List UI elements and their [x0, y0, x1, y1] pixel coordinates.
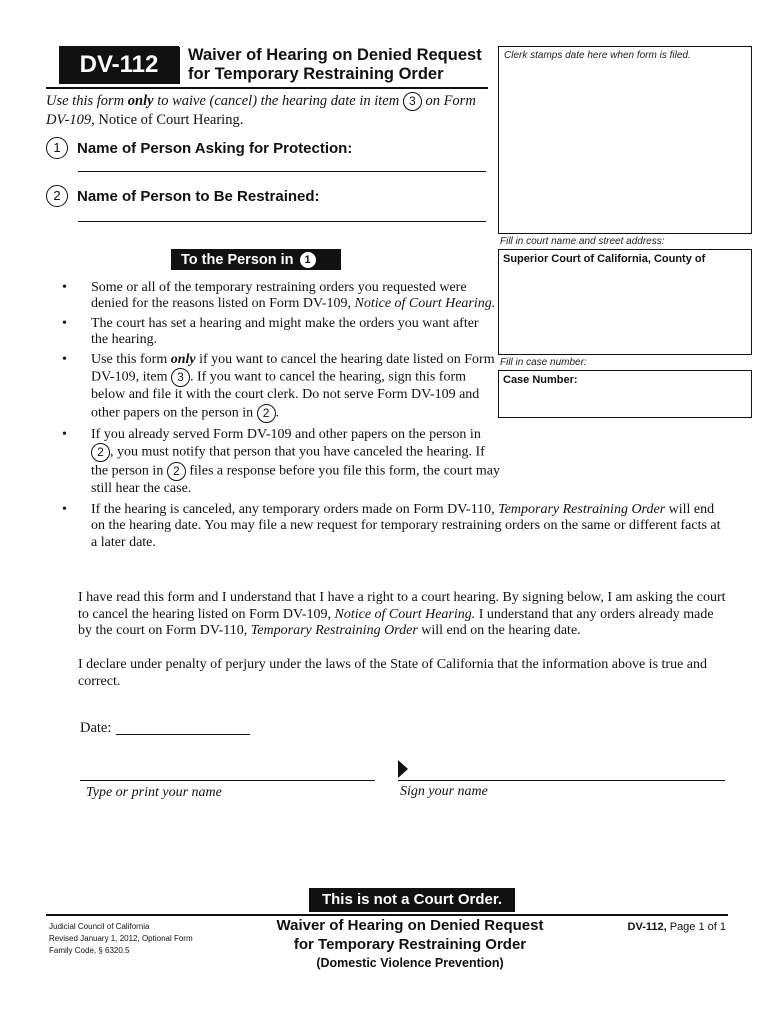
clerk-stamp-box — [498, 46, 752, 234]
court-fill-label: Fill in court name and street address: — [500, 236, 665, 247]
form-id-badge: DV-112 — [59, 46, 179, 84]
banner-text: To the Person in — [181, 251, 294, 268]
footer-title: Waiver of Hearing on Denied Request for Temporary Restraining Order — [276, 917, 544, 953]
date-label: Date: — [80, 720, 112, 736]
item-2-marker: 2 — [257, 404, 276, 423]
header-divider — [178, 47, 180, 84]
footer-page-ref: DV-112, Page 1 of 1 — [627, 921, 726, 933]
item-3-marker: 3 — [403, 92, 422, 111]
to-person-banner — [171, 249, 341, 270]
signature-arrow-icon — [398, 760, 408, 778]
court-name-label: Superior Court of California, County of — [503, 253, 706, 265]
restrained-person-name-field[interactable] — [78, 221, 486, 222]
item-3-marker: 3 — [171, 368, 190, 387]
signature-caption: Sign your name — [400, 784, 488, 799]
bullet-item: • The court has set a hearing and might make the orders you want after the hearing. — [62, 316, 479, 348]
not-court-order-banner: This is not a Court Order. — [309, 888, 515, 912]
section-2-label: Name of Person to Be Restrained: — [77, 187, 320, 205]
date-field[interactable] — [116, 734, 250, 735]
bullet-dot: • — [62, 316, 67, 331]
header-rule — [46, 87, 488, 89]
case-number-label: Case Number: — [503, 374, 578, 386]
form-title — [188, 46, 482, 84]
section-2-number: 2 — [46, 185, 68, 207]
perjury-declaration: I declare under penalty of perjury under the laws of the State of California that the information above is true and correct. — [78, 657, 708, 689]
protected-person-name-field[interactable] — [78, 171, 486, 172]
bullet-item: • Some or all of the temporary restraining orders you requested were denied for the reasons listed on Form DV-109, Notice of Court Hearing. — [62, 280, 496, 312]
bullet-dot: • — [62, 502, 67, 517]
acknowledgment-statement: I have read this form and I understand that I have a right to a court hearing. By signing below, I am asking the court to cancel the hearing listed on Form DV-109, Notice of Court Hearing. I understand that any orders already made by the court on Form DV-110, Temporary Restraining Order will end on the hearing date. — [78, 590, 726, 638]
footer-subtitle: (Domestic Violence Prevention) — [316, 956, 504, 970]
bullet-item: • Use this form only if you want to cancel the hearing date listed on Form DV-109, item 3 . If you want to cancel the hearing, sign this form below and file it with the court clerk. Do not serve Form DV-109 and other papers on the person in 2 . — [62, 352, 502, 423]
case-fill-label: Fill in case number: — [500, 357, 587, 368]
item-2-marker: 2 — [167, 462, 186, 481]
bullet-dot: • — [62, 427, 67, 442]
signature-field[interactable] — [398, 780, 725, 781]
section-1-label: Name of Person Asking for Protection: — [77, 139, 353, 157]
item-2-marker: 2 — [91, 443, 110, 462]
bullet-dot: • — [62, 280, 67, 295]
footer-source: Judicial Council of California Revised January 1, 2012, Optional Form Family Code, § 6320.5 — [49, 922, 193, 955]
form-title-line1: Waiver of Hearing on Denied Request — [188, 46, 482, 64]
clerk-stamp-note: Clerk stamps date here when form is filed. — [504, 50, 691, 61]
bullet-item: • If the hearing is canceled, any temporary orders made on Form DV-110, Temporary Restraining Order will end on the hearing date. You may file a new request for temporary restraining orders on the same or different facts at a later date. — [62, 502, 721, 550]
section-1-number: 1 — [46, 137, 68, 159]
bullet-dot: • — [62, 352, 67, 367]
banner-number: 1 — [300, 252, 316, 268]
intro-text: Use this form only to waive (cancel) the hearing date in item 3 on Form DV-109, Notice of Court Hearing. — [46, 93, 476, 129]
bullet-item: • If you already served Form DV-109 and other papers on the person in 2 , you must notify that person that you have canceled the hearing. If the person in 2 files a response before you file this form, the court may still hear the case. — [62, 427, 500, 497]
section-1-heading — [46, 137, 352, 159]
printed-name-caption: Type or print your name — [86, 785, 222, 800]
printed-name-field[interactable] — [80, 780, 375, 781]
form-title-line2: for Temporary Restraining Order — [188, 65, 444, 83]
section-2-heading — [46, 185, 320, 207]
